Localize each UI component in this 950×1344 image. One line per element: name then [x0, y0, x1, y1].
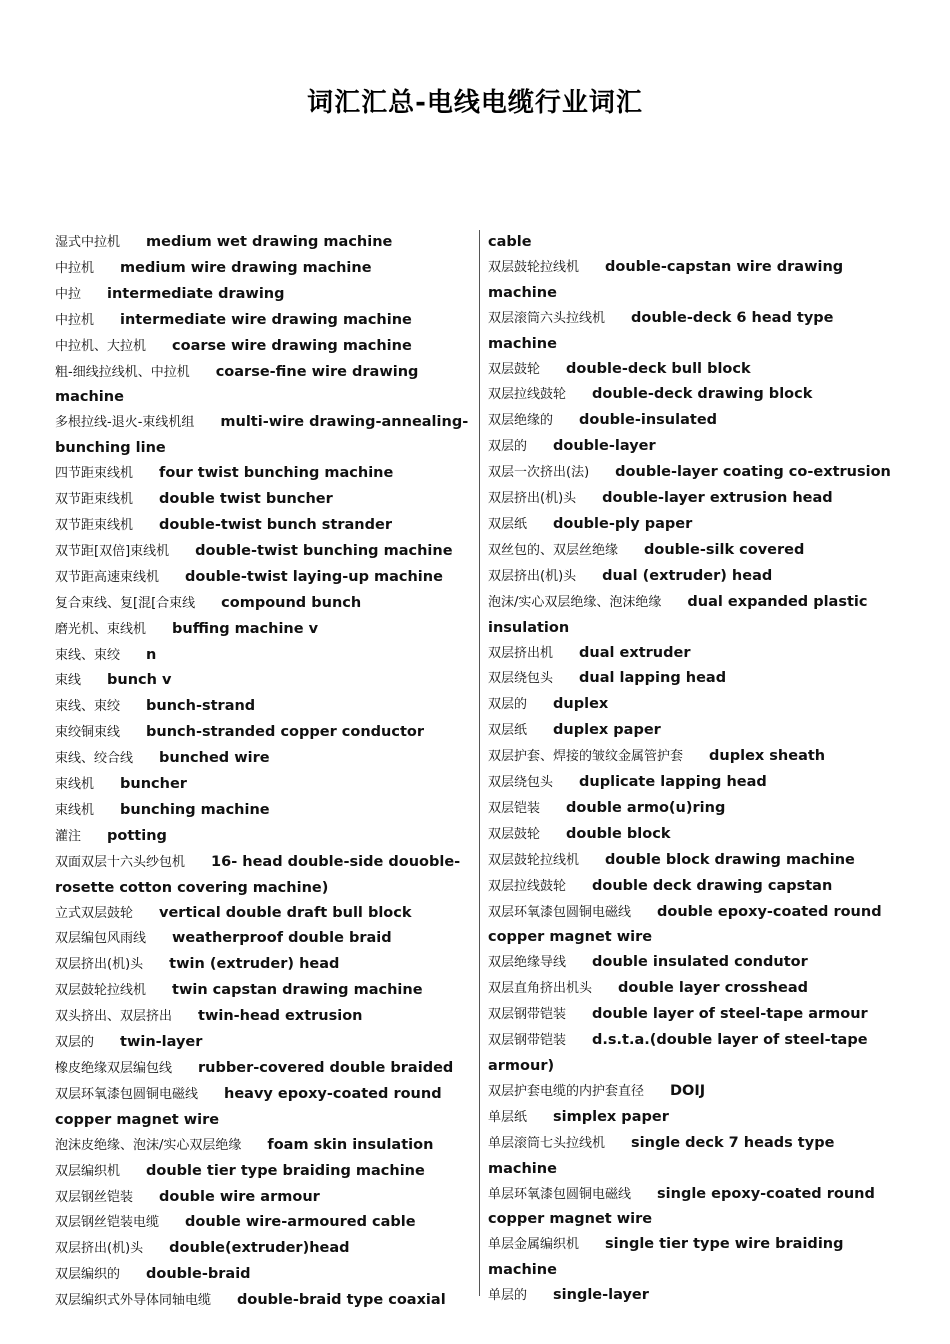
chinese-term: 中拉机、大拉机: [55, 338, 147, 354]
glossary-entry: [55, 308, 470, 334]
english-term: buncher: [120, 776, 187, 793]
glossary-entry: [55, 539, 470, 565]
glossary-entry: [55, 1004, 470, 1030]
chinese-term: 双节距高速束线机: [55, 569, 160, 585]
column-divider: [479, 230, 480, 1296]
chinese-term: 灌注: [55, 828, 82, 844]
english-term: double block drawing machine: [605, 851, 855, 868]
chinese-term: 单层的: [488, 1288, 528, 1304]
chinese-term: 双层鼓轮: [488, 361, 541, 377]
english-term: double-braid: [146, 1266, 251, 1283]
chinese-term: 橡皮绝缘双层编包线: [55, 1061, 173, 1076]
chinese-term: 双层编织式外导体同轴电缆: [55, 1293, 212, 1309]
glossary-entry: [55, 1185, 470, 1211]
chinese-term: 双层钢带铠装: [488, 1007, 567, 1023]
chinese-term: 双层环氧漆包圆铜电磁线: [488, 904, 632, 920]
glossary-entry: [488, 848, 903, 874]
glossary-entry: [488, 486, 903, 512]
glossary-entry: [488, 357, 903, 383]
glossary-entry: [55, 668, 470, 694]
english-term: single-layer: [553, 1287, 649, 1304]
english-term: vertical double draft bull block: [159, 904, 412, 921]
english-term: double wire-armoured cable: [185, 1214, 416, 1231]
chinese-term: 双头挤出、双层挤出: [55, 1009, 173, 1025]
english-term: double-layer extrusion head: [602, 490, 833, 507]
chinese-term: 中拉机: [55, 260, 95, 276]
glossary-entry: [55, 720, 470, 746]
chinese-term: 双层挤出(机)头: [488, 491, 577, 507]
english-term: duplex: [553, 696, 609, 713]
chinese-term: 双层鼓轮: [488, 826, 541, 842]
chinese-term: 双节距束线机: [55, 492, 134, 508]
english-term: single epoxy-coated round copper magnet wire: [488, 1185, 875, 1228]
english-term: single deck 7 heads type machine: [488, 1134, 835, 1177]
glossary-entry: [488, 1079, 903, 1105]
chinese-term: 磨光机、束线机: [55, 621, 147, 637]
english-term: heavy epoxy-coated round copper magnet wire: [55, 1085, 442, 1128]
glossary-entry: [55, 1082, 470, 1133]
glossary-entry: [55, 1133, 470, 1159]
glossary-entry: [488, 230, 903, 255]
english-term: double-layer: [553, 438, 656, 455]
glossary-entry: [55, 230, 470, 256]
english-term: compound bunch: [221, 594, 362, 611]
chinese-term: 双层纸: [488, 516, 528, 532]
glossary-entry: [55, 1056, 470, 1082]
glossary-entry: [488, 796, 903, 822]
chinese-term: 双节距[双倍]束线机: [55, 543, 170, 559]
english-term: double-insulated: [579, 412, 718, 429]
glossary-entry: [55, 772, 470, 798]
chinese-term: 双层纸: [488, 723, 528, 739]
english-term: bunching machine: [120, 801, 270, 818]
glossary-entry: [488, 255, 903, 306]
glossary-entry: [488, 950, 903, 976]
glossary-left-column: [55, 230, 470, 1314]
chinese-term: 双层绕包头: [488, 775, 554, 791]
chinese-term: 双层编织的: [55, 1267, 121, 1283]
chinese-term: 双节距束线机: [55, 517, 134, 533]
glossary-entry: [488, 306, 903, 357]
chinese-term: 泡沫皮绝缘、泡沫/实心双层绝缘: [55, 1137, 242, 1153]
chinese-term: 双层挤出(机)头: [55, 1241, 144, 1257]
chinese-term: 双层绝缘导线: [488, 955, 567, 971]
english-term: duplex sheath: [709, 748, 826, 765]
english-term: bunch-strand: [146, 698, 256, 715]
english-term: double-deck bull block: [566, 360, 751, 377]
chinese-term: 双层的: [488, 439, 528, 455]
glossary-entry: [55, 513, 470, 539]
chinese-term: 四节距束线机: [55, 466, 134, 482]
english-term: multi-wire drawing-annealing-bunching line: [55, 414, 469, 457]
glossary-entry: [488, 564, 903, 590]
english-term: double(extruder)head: [169, 1240, 350, 1257]
english-term: simplex paper: [553, 1108, 669, 1125]
glossary-entry: [488, 666, 903, 692]
chinese-term: 双层钢丝铠装电缆: [55, 1215, 160, 1231]
chinese-term: 双丝包的、双层丝绝缘: [488, 542, 619, 558]
english-term: intermediate wire drawing machine: [120, 311, 412, 328]
glossary-entry: [488, 538, 903, 564]
chinese-term: 粗-细线拉线机、中拉机: [55, 364, 190, 380]
glossary-entry: [55, 282, 470, 308]
glossary-entry: [55, 256, 470, 282]
glossary-entry: [55, 978, 470, 1004]
glossary-entry: [488, 718, 903, 744]
english-term: double-twist laying-up machine: [185, 568, 443, 585]
english-term: double layer of steel-tape armour: [592, 1006, 868, 1023]
glossary-entry: [55, 1288, 470, 1314]
chinese-term: 双面双层十六头纱包机: [55, 854, 186, 870]
english-term: n: [146, 646, 157, 663]
glossary-entry: [488, 1028, 903, 1079]
chinese-term: 双层护套、焊接的皱纹金属管护套: [488, 749, 684, 765]
english-term: dual lapping head: [579, 670, 727, 687]
chinese-term: 双层直角挤出机头: [488, 981, 593, 997]
english-term: d.s.t.a.(double layer of steel-tape armour): [488, 1032, 868, 1074]
glossary-entry: [488, 641, 903, 667]
chinese-term: 双层钢带铠装: [488, 1033, 567, 1049]
english-term: coarse wire drawing machine: [172, 337, 412, 354]
glossary-entry: [488, 1283, 903, 1309]
glossary-entry: [55, 591, 470, 617]
glossary-entry: [488, 1232, 903, 1283]
english-term: bunched wire: [159, 750, 270, 767]
glossary-entry: [55, 1236, 470, 1262]
chinese-term: 双层鼓轮拉线机: [55, 983, 147, 999]
english-term: dual extruder: [579, 644, 691, 661]
english-term: double armo(u)ring: [566, 799, 726, 816]
english-term: double-twist bunch strander: [159, 516, 392, 533]
english-term: buffing machine v: [172, 620, 319, 637]
glossary-entry: [488, 408, 903, 434]
english-term: double-capstan wire drawing machine: [488, 258, 844, 301]
glossary-entry: [488, 744, 903, 770]
chinese-term: 双层鼓轮拉线机: [488, 852, 580, 868]
english-term: cable: [488, 234, 532, 250]
glossary-entry: [55, 824, 470, 850]
english-term: bunch-stranded copper conductor: [146, 724, 425, 741]
glossary-entry: [55, 565, 470, 591]
english-term: dual (extruder) head: [602, 567, 773, 584]
english-term: double epoxy-coated round copper magnet wire: [488, 903, 882, 946]
chinese-term: 双层护套电缆的内护套直径: [488, 1083, 645, 1099]
glossary-entry: [55, 1262, 470, 1288]
chinese-term: 双层一次挤出(法): [488, 465, 590, 481]
glossary-entry: [488, 874, 903, 900]
english-term: double-twist bunching machine: [195, 542, 453, 559]
chinese-term: 双层挤出机: [488, 645, 554, 661]
glossary-entry: [488, 512, 903, 538]
chinese-term: 单层滚筒七头拉线机: [488, 1135, 606, 1151]
chinese-term: 中拉: [55, 286, 82, 302]
english-term: double block: [566, 825, 671, 842]
chinese-term: 多根拉线-退火-束线机组: [55, 415, 195, 431]
glossary-entry: [55, 901, 470, 927]
glossary-entry: [55, 617, 470, 643]
glossary-entry: [488, 770, 903, 796]
glossary-entry: [488, 382, 903, 408]
english-term: double deck drawing capstan: [592, 877, 833, 894]
glossary-entry: [55, 1159, 470, 1185]
chinese-term: 双层编包风雨线: [55, 931, 147, 947]
chinese-term: 束线机: [55, 777, 95, 793]
chinese-term: 复合束线、复[混[合束线: [55, 595, 196, 611]
glossary-entry: [55, 850, 470, 901]
page-title: 词汇汇总-电线电缆行业词汇: [307, 88, 643, 118]
glossary-entry: [488, 590, 903, 641]
english-term: single tier type wire braiding machine: [488, 1236, 844, 1279]
chinese-term: 单层纸: [488, 1109, 528, 1125]
chinese-term: 束线、束绞: [55, 699, 121, 715]
glossary-entry: [488, 976, 903, 1002]
glossary-entry: [55, 360, 470, 411]
english-term: potting: [107, 827, 167, 844]
chinese-term: 束线、绞合线: [55, 751, 134, 767]
chinese-term: 束绞铜束线: [55, 725, 121, 741]
chinese-term: 双层钢丝铠装: [55, 1189, 134, 1205]
chinese-term: 湿式中拉机: [55, 235, 121, 250]
english-term: bunch v: [107, 672, 172, 689]
english-term: double-deck drawing block: [592, 386, 813, 403]
english-term: double-braid type coaxial: [237, 1292, 446, 1309]
chinese-term: 双层滚筒六头拉线机: [488, 310, 606, 326]
chinese-term: 束线、束绞: [55, 647, 121, 663]
chinese-term: 中拉机: [55, 312, 95, 328]
english-term: twin-layer: [120, 1034, 203, 1051]
glossary-entry: [488, 692, 903, 718]
english-term: intermediate drawing: [107, 285, 285, 302]
glossary-entry: [488, 1105, 903, 1131]
english-term: foam skin insulation: [267, 1136, 434, 1153]
chinese-term: 双层环氧漆包圆铜电磁线: [55, 1086, 199, 1102]
chinese-term: 双层挤出(机)头: [55, 957, 144, 973]
english-term: double-deck 6 head type machine: [488, 309, 834, 352]
chinese-term: 泡沫/实心双层绝缘、泡沫绝缘: [488, 594, 662, 610]
chinese-term: 双层拉线鼓轮: [488, 878, 567, 894]
glossary-entry: [55, 952, 470, 978]
glossary-entry: [488, 1182, 903, 1233]
glossary-entry: [55, 694, 470, 720]
english-term: weatherproof double braid: [172, 930, 392, 947]
glossary-entry: [55, 410, 470, 461]
glossary-entry: [55, 643, 470, 669]
glossary-entry: [488, 900, 903, 951]
english-term: duplex paper: [553, 722, 661, 739]
chinese-term: 单层环氧漆包圆铜电磁线: [488, 1186, 632, 1202]
english-term: coarse-fine wire drawing machine: [55, 363, 419, 406]
glossary-entry: [55, 926, 470, 952]
english-term: twin-head extrusion: [198, 1008, 363, 1025]
glossary-entry: [55, 487, 470, 513]
chinese-term: 束线机: [55, 802, 95, 818]
glossary-entry: [55, 1210, 470, 1236]
english-term: duplicate lapping head: [579, 774, 767, 791]
chinese-term: 双层鼓轮拉线机: [488, 259, 580, 275]
chinese-term: 双层的: [488, 697, 528, 713]
chinese-term: 双层绕包头: [488, 671, 554, 687]
glossary-entry: [488, 822, 903, 848]
glossary-right-column: [488, 230, 903, 1309]
english-term: twin capstan drawing machine: [172, 982, 423, 999]
english-term: double tier type braiding machine: [146, 1162, 425, 1179]
chinese-term: 双层的: [55, 1035, 95, 1051]
english-term: double layer crosshead: [618, 980, 808, 997]
chinese-term: 立式双层鼓轮: [55, 905, 134, 921]
english-term: double-silk covered: [644, 541, 805, 558]
glossary-entry: [488, 434, 903, 460]
glossary-entry: [55, 461, 470, 487]
glossary-entry: [55, 746, 470, 772]
english-term: medium wire drawing machine: [120, 259, 372, 276]
chinese-term: 双层编织机: [55, 1163, 121, 1179]
chinese-term: 双层铠装: [488, 800, 541, 816]
glossary-entry: [55, 798, 470, 824]
chinese-term: 双层挤出(机)头: [488, 568, 577, 584]
english-term: DOIJ: [670, 1082, 706, 1099]
english-term: four twist bunching machine: [159, 465, 394, 482]
glossary-entry: [55, 1030, 470, 1056]
chinese-term: 束线: [55, 673, 82, 689]
english-term: medium wet drawing machine: [146, 234, 393, 250]
chinese-term: 双层拉线鼓轮: [488, 387, 567, 403]
english-term: rubber-covered double braided: [198, 1060, 454, 1076]
english-term: double-ply paper: [553, 515, 693, 532]
glossary-entry: [488, 460, 903, 486]
glossary-entry: [55, 334, 470, 360]
glossary-entry: [488, 1002, 903, 1028]
chinese-term: 双层绝缘的: [488, 413, 554, 429]
english-term: 16- head double-side douoble-rosette cotton covering machine): [55, 853, 461, 896]
english-term: twin (extruder) head: [169, 956, 340, 973]
english-term: dual expanded plastic insulation: [488, 593, 868, 636]
english-term: double twist buncher: [159, 491, 333, 508]
chinese-term: 单层金属编织机: [488, 1237, 580, 1253]
glossary-entry: [488, 1131, 903, 1182]
english-term: double wire armour: [159, 1188, 320, 1205]
english-term: double insulated condutor: [592, 954, 808, 971]
english-term: double-layer coating co-extrusion: [615, 464, 891, 481]
